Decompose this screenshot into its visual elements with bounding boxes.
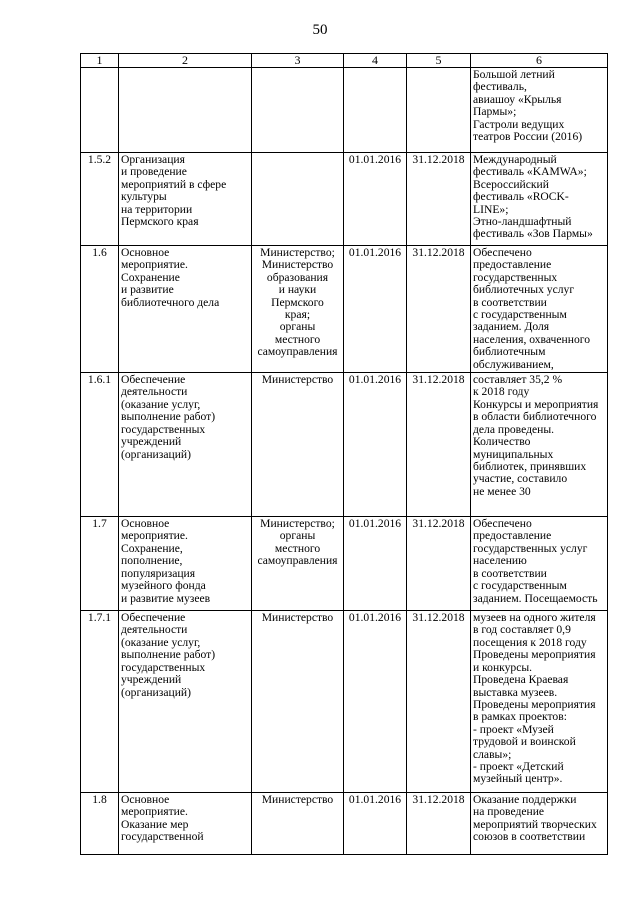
row-end-date: 31.12.2018 (407, 793, 471, 855)
row-executor: Министерство (252, 793, 344, 855)
row-executor: Министерство; органы местного самоуправления (252, 517, 344, 611)
row-name: Обеспечение деятельности (оказание услуг, выполнение работ) государственных учреждений (организаций) (119, 611, 252, 793)
row-executor: Министерство (252, 611, 344, 793)
row-end-date: 31.12.2018 (407, 517, 471, 611)
row-start-date (344, 68, 407, 153)
row-executor: Министерство; Министерство образования и науки Пермского края; органы местного самоуправления (252, 246, 344, 373)
column-header: 4 (344, 54, 407, 68)
row-start-date: 01.01.2016 (344, 153, 407, 246)
row-number: 1.6 (81, 246, 119, 373)
row-start-date: 01.01.2016 (344, 517, 407, 611)
table-row (81, 793, 608, 855)
column-header: 3 (252, 54, 344, 68)
row-result: Большой летний фестиваль, авиашоу «Крылья Пармы»; Гастроли ведущих театров России (2016) (471, 68, 608, 153)
header-row (81, 54, 608, 68)
row-number: 1.7 (81, 517, 119, 611)
table-row (81, 611, 608, 793)
row-executor (252, 153, 344, 246)
row-executor (252, 68, 344, 153)
table-row (81, 373, 608, 517)
activities-table (80, 53, 608, 855)
row-name (119, 68, 252, 153)
row-name: Основное мероприятие. Оказание мер государственной (119, 793, 252, 855)
row-end-date: 31.12.2018 (407, 153, 471, 246)
row-name: Обеспечение деятельности (оказание услуг, выполнение работ) государственных учреждений (организаций) (119, 373, 252, 517)
column-header: 6 (471, 54, 608, 68)
row-result: Обеспечено предоставление государственных библиотечных услуг в соответствии с государственным заданием. Доля населения, охваченного библиотечным обслуживанием, (471, 246, 608, 373)
row-end-date: 31.12.2018 (407, 373, 471, 517)
row-number: 1.5.2 (81, 153, 119, 246)
column-header: 2 (119, 54, 252, 68)
table-row (81, 68, 608, 153)
table-row (81, 153, 608, 246)
row-result: музеев на одного жителя в год составляет 0,9 посещения к 2018 году Проведены мероприятия и конкурсы. Проведена Краевая выставка музеев. Проведены мероприятия в рамках проектов: - проект «Музей трудовой и воинской славы»; - проект «Детский музейный центр». (471, 611, 608, 793)
row-number: 1.6.1 (81, 373, 119, 517)
row-name: Основное мероприятие. Сохранение, пополнение, популяризация музейного фонда и развитие музеев (119, 517, 252, 611)
row-result: Оказание поддержки на проведение мероприятий творческих союзов в соответствии (471, 793, 608, 855)
row-end-date: 31.12.2018 (407, 611, 471, 793)
row-start-date: 01.01.2016 (344, 373, 407, 517)
row-number: 1.8 (81, 793, 119, 855)
table-row (81, 246, 608, 373)
row-start-date: 01.01.2016 (344, 611, 407, 793)
row-start-date: 01.01.2016 (344, 793, 407, 855)
row-end-date (407, 68, 471, 153)
row-result: Обеспечено предоставление государственных услуг населению в соответствии с государственным заданием. Посещаемость (471, 517, 608, 611)
row-number: 1.7.1 (81, 611, 119, 793)
row-end-date: 31.12.2018 (407, 246, 471, 373)
page-number: 50 (312, 22, 328, 38)
row-name: Основное мероприятие. Сохранение и развитие библиотечного дела (119, 246, 252, 373)
column-header: 5 (407, 54, 471, 68)
column-header: 1 (81, 54, 119, 68)
row-result: Международный фестиваль «KAMWA»; Всероссийский фестиваль «ROCK- LINE»; Этно-ландшафтный фестиваль «Зов Пармы» (471, 153, 608, 246)
row-start-date: 01.01.2016 (344, 246, 407, 373)
row-name: Организация и проведение мероприятий в сфере культуры на территории Пермского края (119, 153, 252, 246)
table-row (81, 517, 608, 611)
row-number (81, 68, 119, 153)
row-executor: Министерство (252, 373, 344, 517)
row-result: составляет 35,2 % к 2018 году Конкурсы и мероприятия в области библиотечного дела проведены. Количество муниципальных библиотек, принявших участие, составило не менее 30 (471, 373, 608, 517)
